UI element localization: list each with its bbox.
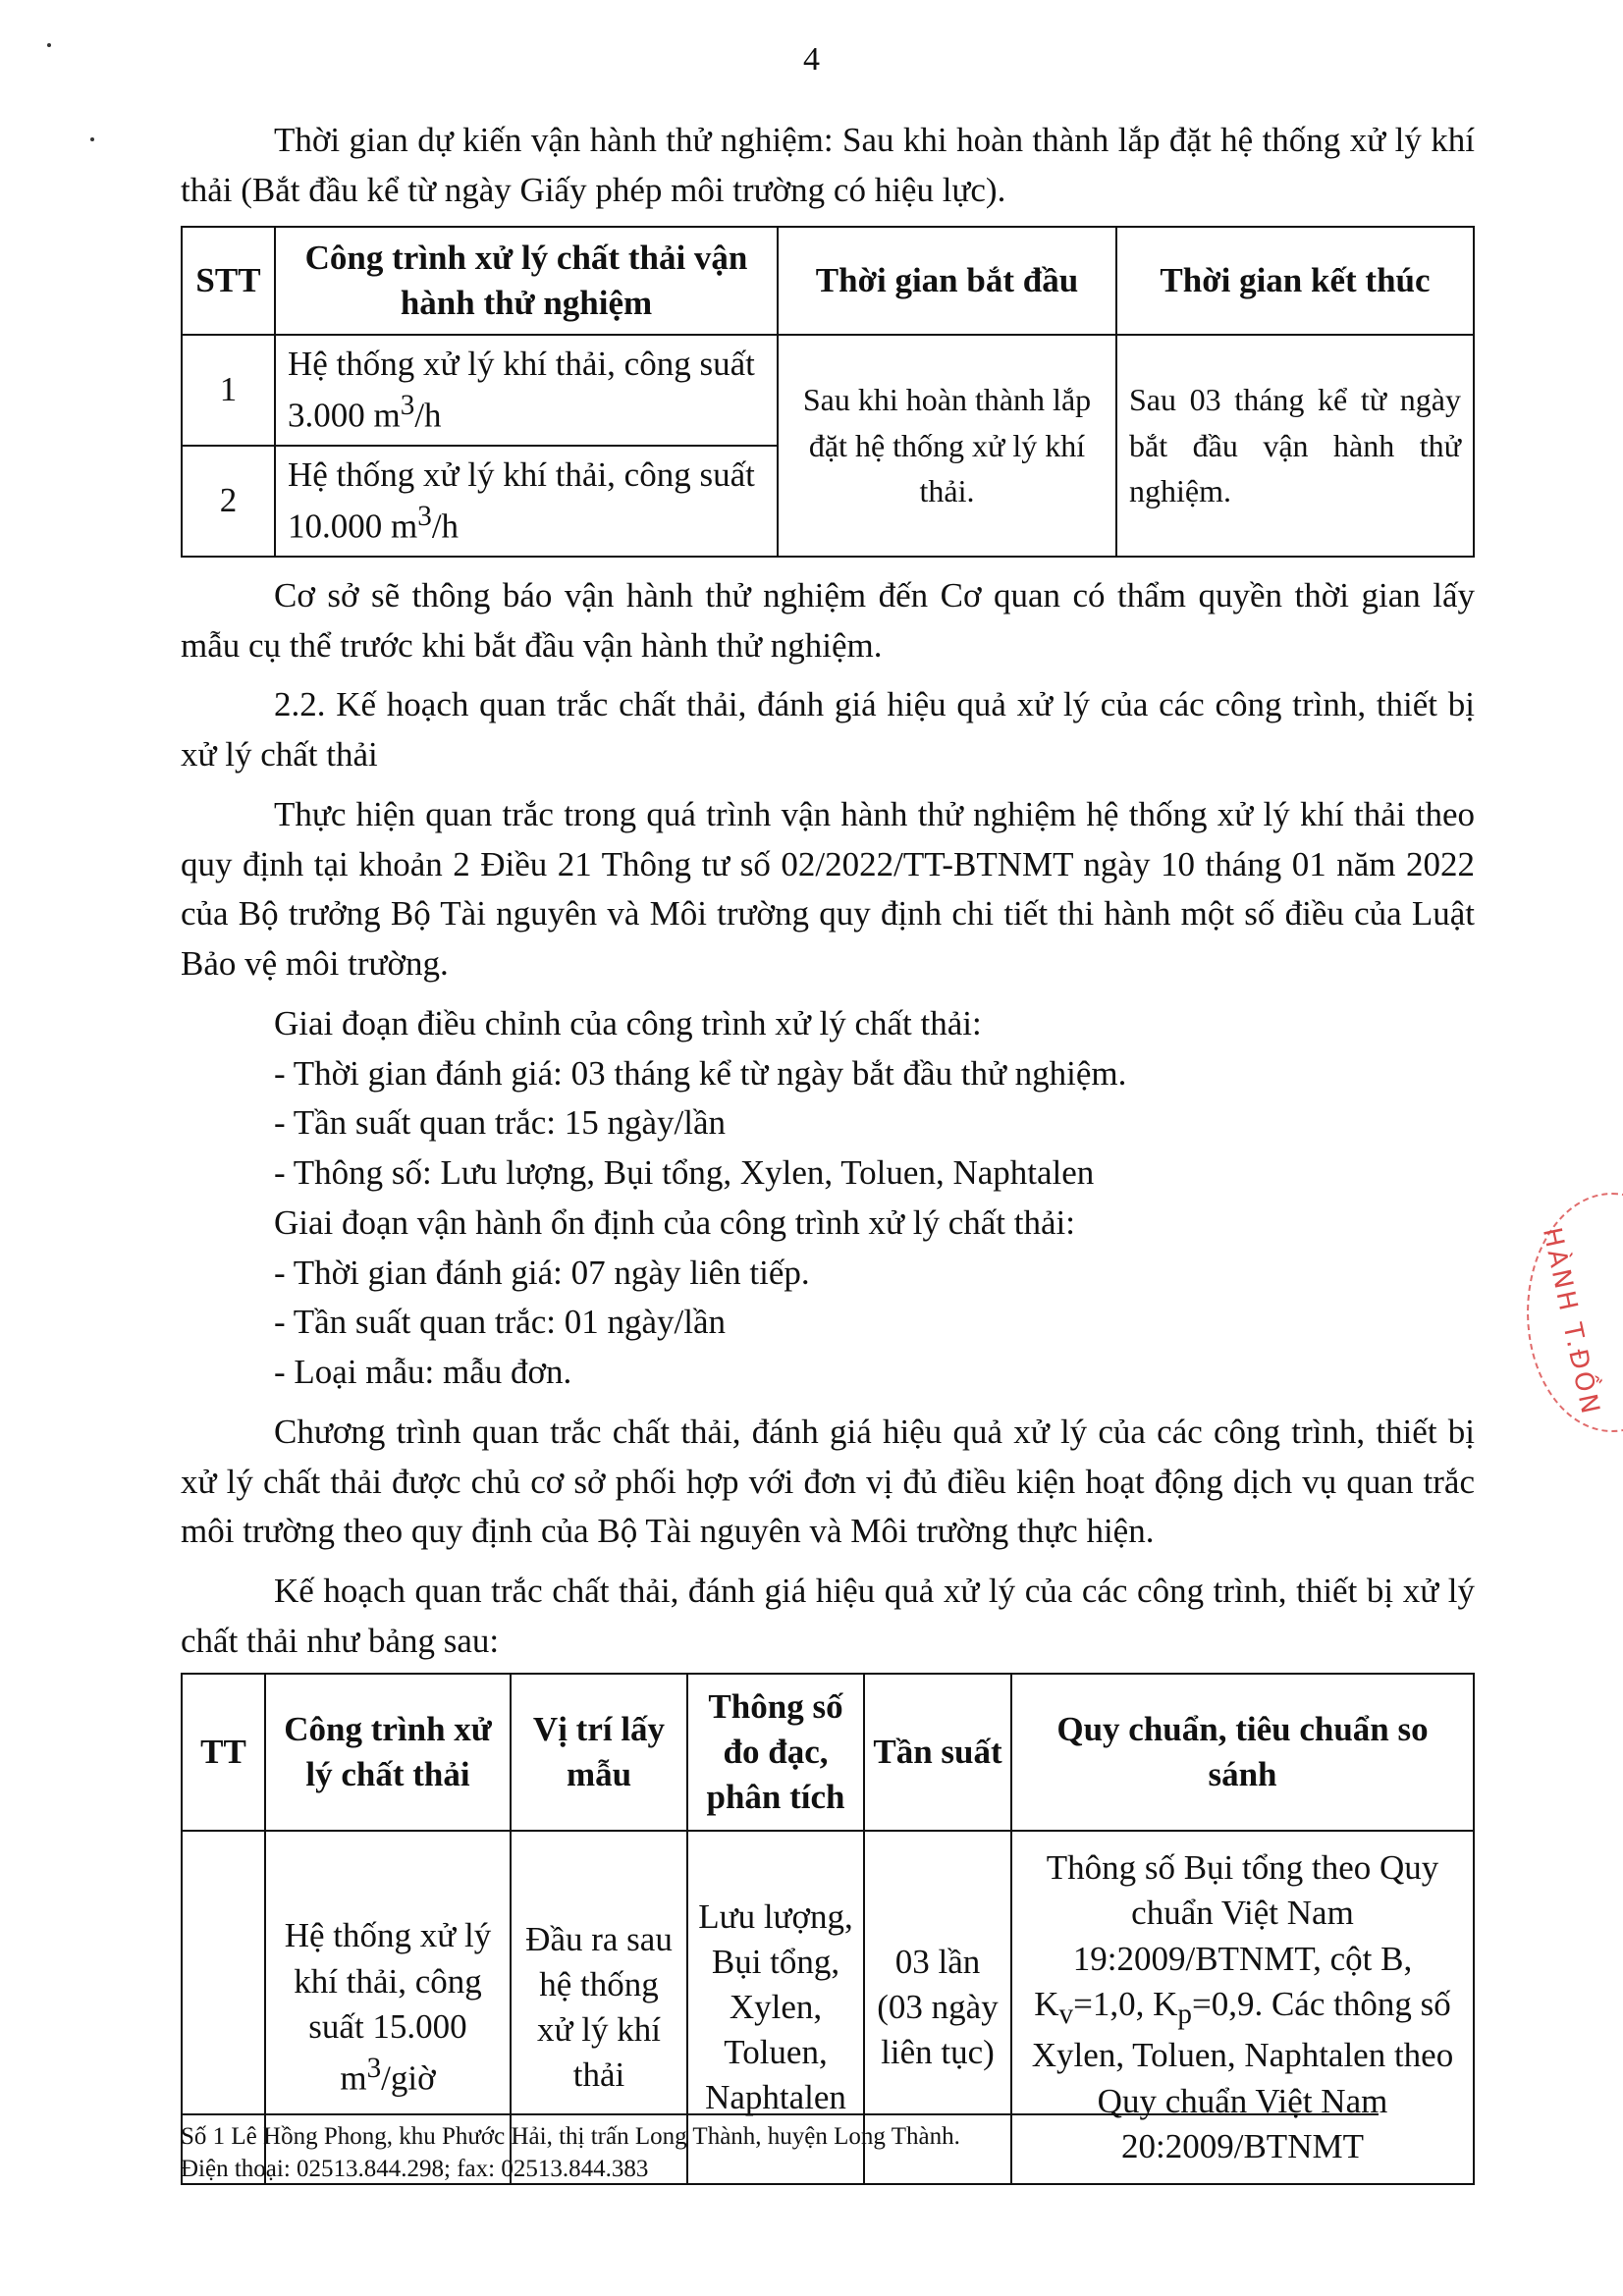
col-header-frequency: Tần suất [864, 1674, 1011, 1832]
standard-text-b: =0,9. Các thông số Xylen, Toluen, Naphtalen theo Quy chuẩn Việt Nam 20:2009/BTNMT [1031, 1984, 1454, 2165]
work-text: Hệ thống xử lý khí thải, công suất 3.000 m [288, 344, 755, 435]
col-header-tt: TT [182, 1674, 265, 1832]
row-work [275, 335, 778, 446]
section-heading: 2.2. Kế hoạch quan trắc chất thải, đánh giá hiệu quả xử lý của các công trình, thiết bị xử lý chất thải [181, 685, 1475, 774]
col-header-works: Công trình xử lý chất thải vận hành thử nghiệm [275, 227, 778, 335]
list-item: - Tần suất quan trắc: 15 ngày/lần [274, 1103, 727, 1143]
phase1-title: Giai đoạn điều chỉnh của công trình xử lý chất thải: [274, 1003, 982, 1042]
unit-superscript: 3 [366, 2052, 382, 2084]
list-item: - Thời gian đánh giá: 03 tháng kể từ ngày bắt đầu thử nghiệm. [274, 1053, 1127, 1093]
intro-paragraph: Thời gian dự kiến vận hành thử nghiệm: Sau khi hoàn thành lắp đặt hệ thống xử lý khí thải (Bắt đầu kể từ ngày Giấy phép môi trường có hiệu lực). [181, 121, 1475, 209]
end-time-cell: Sau 03 tháng kể từ ngày bắt đầu vận hành thử nghiệm. [1116, 335, 1474, 557]
work-text: Hệ thống xử lý khí thải, công suất 15.000 m [284, 1916, 492, 2098]
page-number: 4 [803, 41, 820, 78]
kv-subscript: v [1058, 1998, 1074, 2030]
page-footer [181, 2113, 1379, 2185]
col-header-params: Thông số đo đạc, phân tích [687, 1674, 864, 1832]
footer-divider [181, 2113, 1379, 2115]
row-frequency: 03 lần (03 ngày liên tục) [864, 1831, 1011, 2184]
row-location: Đầu ra sau hệ thống xử lý khí thải [511, 1831, 687, 2184]
list-item: - Thông số: Lưu lượng, Bụi tổng, Xylen, Toluen, Naphtalen [274, 1153, 1095, 1193]
unit-text: /h [431, 507, 460, 546]
col-header-start: Thời gian bắt đầu [778, 227, 1116, 335]
document-body [181, 116, 1475, 2185]
unit-superscript: 3 [400, 390, 415, 422]
program-paragraph: Chương trình quan trắc chất thải, đánh giá hiệu quả xử lý của các công trình, thiết bị xử lý chất thải được chủ cơ sở phối hợp với đơn vị đủ điều kiện hoạt động dịch vụ quan trắc môi trường theo quy định của Bộ Tài nguyên và Môi trường thực hiện. [181, 1412, 1475, 1551]
kp-subscript: p [1177, 1998, 1192, 2030]
table-row [182, 335, 1474, 446]
col-header-standard: Quy chuẩn, tiêu chuẩn so sánh [1011, 1674, 1474, 1832]
scan-speck [90, 137, 94, 141]
list-item: - Thời gian đánh giá: 07 ngày liên tiếp. [274, 1253, 810, 1292]
start-time-cell: Sau khi hoàn thành lắp đặt hệ thống xử lý khí thải. [778, 335, 1116, 557]
work-text: Hệ thống xử lý khí thải, công suất 10.000 m [288, 454, 755, 546]
list-item: - Loại mẫu: mẫu đơn. [274, 1353, 572, 1392]
phase2-title: Giai đoạn vận hành ổn định của công trình xử lý chất thải: [274, 1202, 1075, 1242]
plan-paragraph: Kế hoạch quan trắc chất thải, đánh giá hiệu quả xử lý của các công trình, thiết bị xử lý chất thải như bảng sau: [181, 1572, 1475, 1660]
row-work [275, 446, 778, 557]
table-header-row [182, 1674, 1474, 1832]
row-stt: 1 [182, 335, 275, 446]
monitoring-plan-table [181, 1673, 1475, 2185]
stamp-text: HÀNH T.ĐỒN [1536, 1224, 1605, 1419]
notify-paragraph: Cơ sở sẽ thông báo vận hành thử nghiệm đến Cơ quan có thẩm quyền thời gian lấy mẫu cụ thể trước khi bắt đầu vận hành thử nghiệm. [181, 575, 1475, 665]
table-header-row [182, 227, 1474, 335]
col-header-end: Thời gian kết thúc [1116, 227, 1474, 335]
row-stt: 2 [182, 446, 275, 557]
footer-phone: Điện thoại: 02513.844.298; fax: 02513.844.383 [181, 2155, 649, 2182]
unit-superscript: 3 [417, 501, 432, 533]
list-item: - Tần suất quan trắc: 01 ngày/lần [274, 1303, 727, 1342]
col-header-works: Công trình xử lý chất thải [265, 1674, 511, 1832]
unit-text: /giờ [381, 2058, 436, 2098]
kv-value: =1,0, K [1073, 1984, 1178, 2023]
standard-text-a: Thông số Bụi tổng theo Quy chuẩn Việt Nam 19:2009/BTNMT, cột B, K [1034, 1848, 1439, 2023]
monitor-paragraph: Thực hiện quan trắc trong quá trình vận hành thử nghiệm hệ thống xử lý khí thải theo quy định tại khoản 2 Điều 21 Thông tư số 02/2022/TT-BTNMT ngày 10 tháng 01 năm 2022 của Bộ trưởng Bộ Tài nguyên và Môi trường quy định chi tiết thi hành một số điều của Luật Bảo vệ môi trường. [181, 794, 1475, 984]
col-header-location: Vị trí lấy mẫu [511, 1674, 687, 1832]
unit-text: /h [414, 396, 442, 435]
col-header-stt: STT [182, 227, 275, 335]
row-params: Lưu lượng, Bụi tổng, Xylen, Toluen, Naphtalen [687, 1831, 864, 2184]
footer-address: Số 1 Lê Hồng Phong, khu Phước Hải, thị trấn Long Thành, huyện Long Thành. [181, 2123, 960, 2150]
trial-operation-table [181, 226, 1475, 558]
